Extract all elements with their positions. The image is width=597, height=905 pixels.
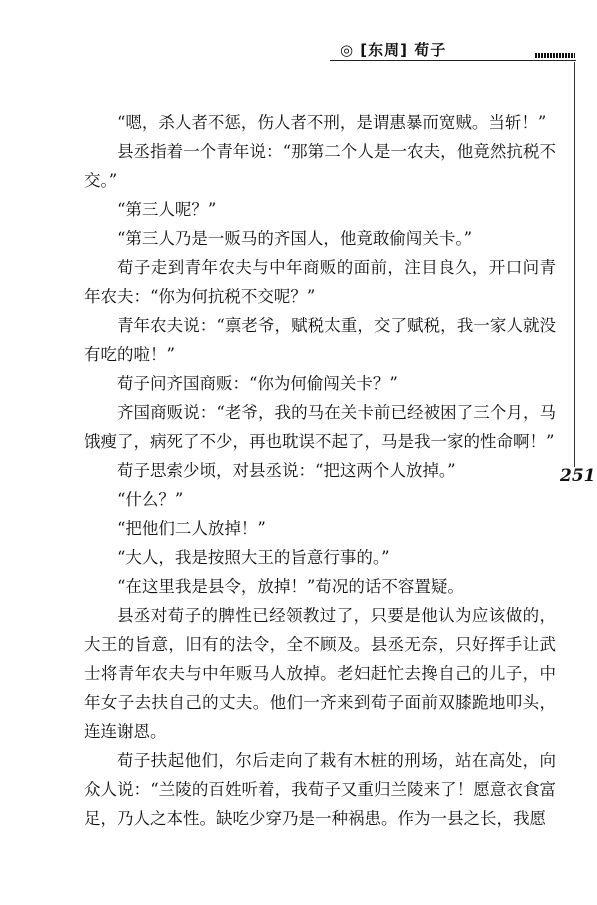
running-header [330, 38, 570, 62]
paragraph: 县丞指着一个青年说：“那第二个人是一农夫，他竟然抗税不交。” [84, 142, 556, 190]
body-text [84, 108, 556, 833]
paragraph: 青年农夫说：“禀老爷，赋税太重，交了赋税，我一家人就没有吃的啦！” [84, 316, 556, 364]
paragraph: “大人，我是按照大王的旨意行事的。” [117, 548, 390, 567]
header-rule [330, 60, 576, 61]
paragraph: 荀子扶起他们，尔后走向了栽有木桩的刑场，站在高处，向众人说：“兰陵的百姓听着，我荀子又重归兰陵来了！愿意衣食富足，乃人之本性。缺吃少穿乃是一种祸患。作为一县之长，我愿 [84, 751, 556, 828]
page-number: 251 [560, 466, 596, 486]
paragraph: “把他们二人放掉！” [117, 519, 266, 538]
margin-rule [574, 62, 575, 467]
header-title: ◎ [东周] 荀子 [340, 41, 447, 59]
paragraph: 荀子问齐国商贩：“你为何偷闯关卡？” [117, 374, 398, 393]
paragraph: “在这里我是县令，放掉！”荀况的话不容置疑。 [117, 577, 464, 596]
paragraph: “第三人乃是一贩马的齐国人，他竟敢偷闯关卡。” [117, 229, 473, 248]
header-ornament [535, 53, 575, 58]
paragraph: 荀子思索少顷，对县丞说：“把这两个人放掉。” [117, 461, 456, 480]
paragraph: 县丞对荀子的脾性已经领教过了，只要是他认为应该做的，大王的旨意，旧有的法令，全不顾及。县丞无奈，只好挥手让武士将青年农夫与中年贩马人放掉。老妇赶忙去搀自己的儿子，中年女子去扶自己的丈夫。他们一齐来到荀子面前双膝跪地叩头，连连谢恩。 [84, 606, 556, 741]
paragraph: 齐国商贩说：“老爷，我的马在关卡前已经被困了三个月，马饿瘦了，病死了不少，再也耽误不起了，马是我一家的性命啊！” [84, 403, 556, 451]
paragraph: “什么？” [117, 490, 184, 509]
paragraph: 荀子走到青年农夫与中年商贩的面前，注目良久，开口问青年农夫：“你为何抗税不交呢？” [84, 258, 556, 306]
paragraph: “第三人呢？” [117, 200, 217, 219]
paragraph: “嗯，杀人者不惩，伤人者不刑，是谓惠暴而宽贼。当斩！” [117, 113, 547, 132]
